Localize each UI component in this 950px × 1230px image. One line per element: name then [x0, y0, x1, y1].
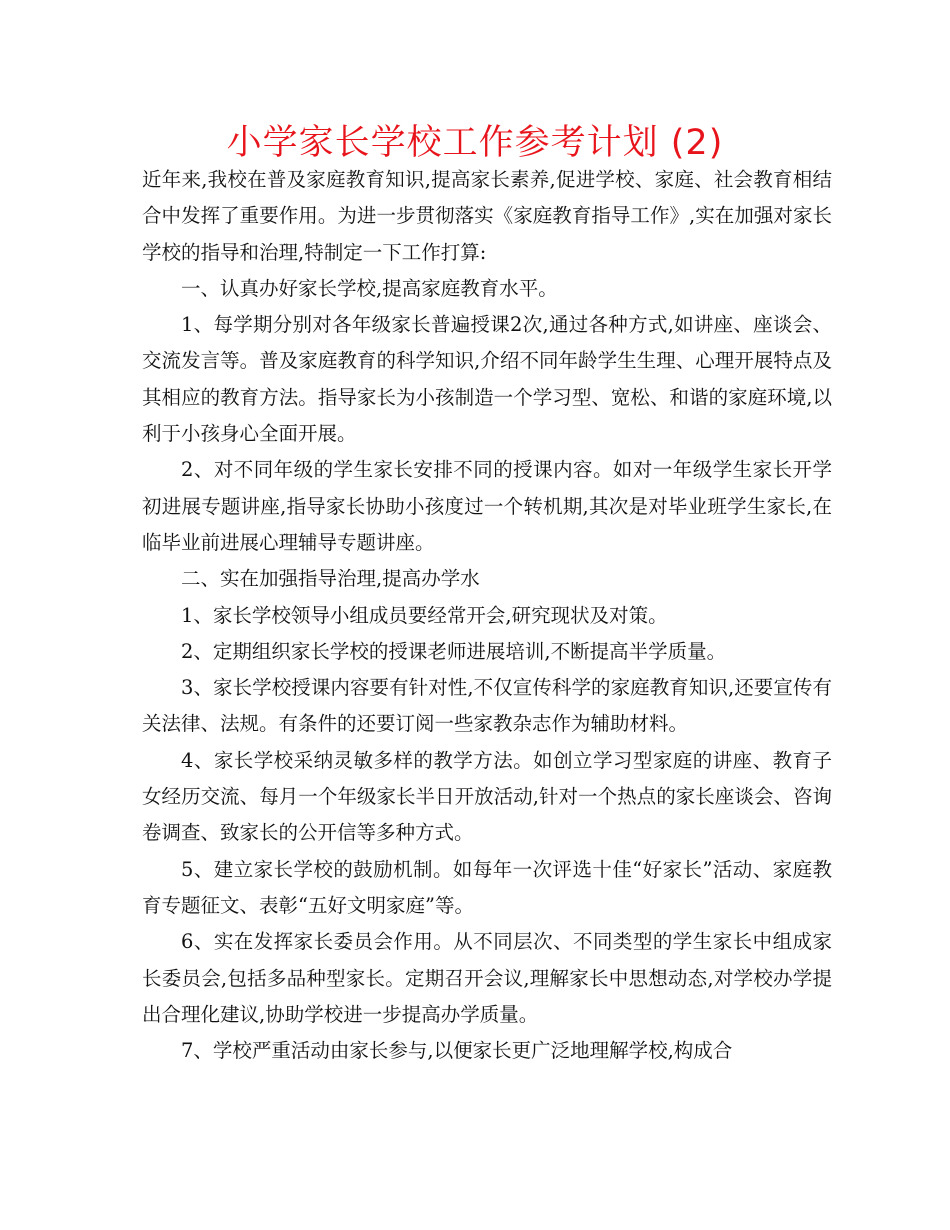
document-body	[142, 162, 832, 1069]
paragraph-2-2: 2、定期组织家长学校的授课老师进展培训,不断提高半学质量。	[181, 639, 727, 663]
paragraph-2-7: 7、学校严重活动由家长参与,以便家长更广泛地理解学校,构成合	[181, 1039, 733, 1063]
section-heading-1: 一、认真办好家长学校,提高家庭教育水平。	[181, 276, 558, 300]
paragraph-2-1: 1、家长学校领导小组成员要经常开会,研究现状及对策。	[181, 603, 668, 627]
paragraph-2-5: 5、建立家长学校的鼓励机制。如每年一次评选十佳“好家长”活动、家庭教育专题征文、表彰“五好文明家庭”等。	[142, 857, 832, 917]
section-heading-2: 二、实在加强指导治理,提高办学水	[181, 567, 480, 591]
paragraph-1-2: 2、对不同年级的学生家长安排不同的授课内容。如对一年级学生家长开学初进展专题讲座,指导家长协助小孩度过一个转机期,其次是对毕业班学生家长,在临毕业前进展心理辅导专题讲座。	[142, 458, 832, 554]
paragraph-intro: 近年来,我校在普及家庭教育知识,提高家长素养,促进学校、家庭、社会教育相结合中发挥了重要作用。为进一步贯彻落实《家庭教育指导工作》,实在加强对家长学校的指导和治理,特制定一下工作打算:	[142, 168, 832, 264]
paragraph-2-6: 6、实在发挥家长委员会作用。从不同层次、不同类型的学生家长中组成家长委员会,包括多品种型家长。定期召开会议,理解家长中思想动态,对学校办学提出合理化建议,协助学校进一步提高办学质量。	[142, 930, 832, 1026]
paragraph-2-4: 4、家长学校采纳灵敏多样的教学方法。如创立学习型家庭的讲座、教育子女经历交流、每月一个年级家长半日开放活动,针对一个热点的家长座谈会、咨询卷调查、致家长的公开信等多种方式。	[142, 748, 832, 845]
paragraph-1-1: 1、每学期分别对各年级家长普遍授课2次,通过各种方式,如讲座、座谈会、交流发言等。普及家庭教育的科学知识,介绍不同年龄学生生理、心理开展特点及其相应的教育方法。指导家长为小孩制造一个学习型、宽松、和谐的家庭环境,以利于小孩身心全面开展。	[142, 313, 832, 446]
document-title: 小学家长学校工作参考计划 (2)	[226, 123, 724, 163]
paragraph-2-3: 3、家长学校授课内容要有针对性,不仅宣传科学的家庭教育知识,还要宣传有关法律、法规。有条件的还要订阅一些家教杂志作为辅助材料。	[142, 676, 832, 736]
